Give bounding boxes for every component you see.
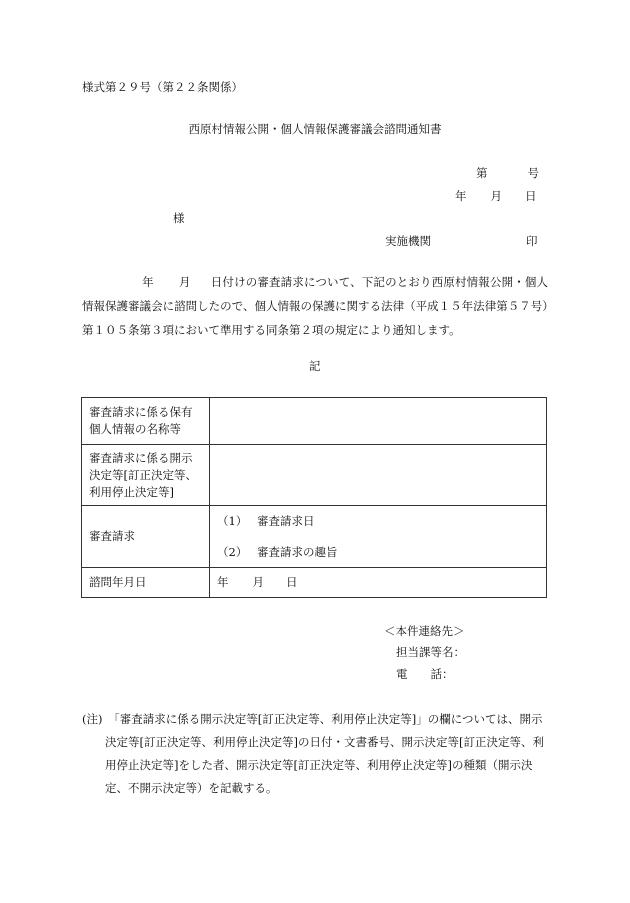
contact-tel: 電 話：: [396, 667, 454, 681]
table-row: [82, 506, 547, 568]
table-row: [82, 568, 547, 598]
row-label: 審査請求に係る開示決定等[訂正決定等、利用停止決定等]: [82, 445, 210, 506]
issue-day: 日: [525, 189, 537, 203]
row-label: 審査請求に係る保有個人情報の名称等: [82, 398, 210, 445]
paragraph-month: 月: [178, 275, 191, 289]
notification-paragraph: [82, 270, 548, 342]
contact-heading: ＜本件連絡先＞: [384, 624, 465, 638]
issue-date: [455, 191, 537, 203]
row-value: [210, 506, 547, 568]
consult-year: 年: [217, 575, 229, 589]
document-number: [476, 168, 539, 180]
form-number: 様式第２９号（第２２条関係）: [82, 80, 243, 94]
row-value: [210, 398, 547, 445]
page-title: 西原村情報公開・個人情報保護審議会諮問通知書: [188, 122, 442, 136]
issue-month: 月: [490, 189, 502, 203]
ki-heading: 記: [309, 359, 321, 373]
table-row: [82, 445, 547, 506]
item-text: 審査請求日: [257, 513, 315, 528]
issue-year: 年: [455, 189, 467, 203]
item-number: （1）: [217, 513, 248, 528]
paragraph-text: 日付けの審査請求について、下記のとおり西原村情報公開・個人情報保護審議会に諮問したので、個人情報の保護に関する法律（平成１５年法律第５７号）第１０５条第３項において準用する同条第２項の規定により通知します。: [82, 275, 549, 337]
row-label: 諮問年月日: [82, 568, 210, 598]
details-table: [81, 397, 547, 598]
list-item: [217, 544, 539, 561]
contact-dept: 担当課等名：: [396, 645, 465, 659]
seal-mark: 印: [526, 234, 538, 248]
table-row: [82, 398, 547, 445]
issuer: 実施機関: [385, 234, 431, 248]
item-text: 審査請求の趣旨: [257, 544, 338, 559]
item-number: （2）: [217, 544, 248, 559]
list-item: [217, 513, 539, 530]
consult-month: 月: [252, 575, 264, 589]
addressee: 様: [173, 211, 185, 225]
row-value: [210, 445, 547, 506]
doc-no-suffix: 号: [527, 166, 539, 180]
doc-no-prefix: 第: [476, 166, 488, 180]
paragraph-year: 年: [142, 275, 154, 289]
footnote: (注) 「審査請求に係る開示決定等[訂正決定等、利用停止決定等]」の欄については、開示決定等[訂正決定等、利用停止決定等]の日付・文書番号、開示決定等[訂正決定等、利用停止決定等]をした者、開示決定等[訂正決定等、利用停止決定等]の種類（開示決定、不開示決定等）を記載する。: [82, 712, 544, 795]
row-value: [210, 568, 547, 598]
consult-day: 日: [286, 575, 298, 589]
row-label: 審査請求: [82, 506, 210, 568]
